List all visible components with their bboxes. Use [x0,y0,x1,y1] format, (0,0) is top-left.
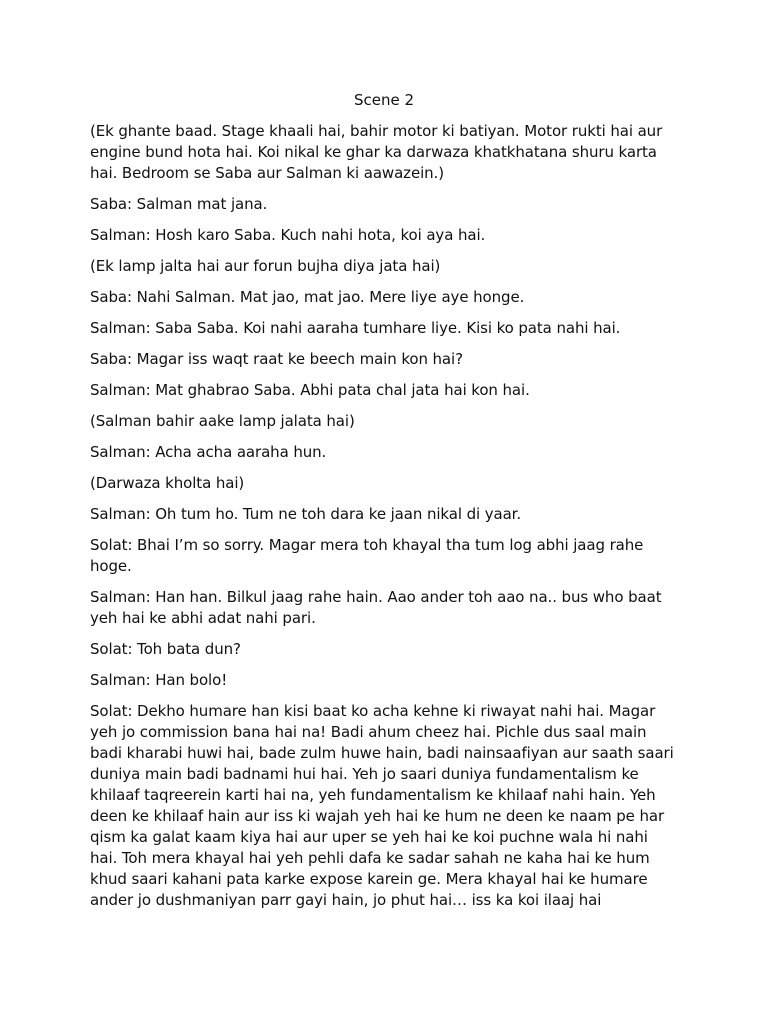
stage-direction: (Salman bahir aake lamp jalata hai) [90,412,355,430]
dialogue-line: Salman: Han bolo! [90,671,228,689]
dialogue-line: Solat: Bhai I’m so sorry. Magar mera toh khayal tha tum log abhi jaag rahe hoge. [90,536,644,575]
stage-direction: (Ek ghante baad. Stage khaali hai, bahir motor ki batiyan. Motor rukti hai aur engine bund hota hai. Koi nikal ke ghar ka darwaza khatkhatana shuru karta hai. Bedroom se Saba aur Salman ki aawazein.) [90,122,663,182]
dialogue-line: Salman: Acha acha aaraha hun. [90,443,327,461]
dialogue-line: Salman: Saba Saba. Koi nahi aaraha tumhare liye. Kisi ko pata nahi hai. [90,319,621,337]
dialogue-line: Saba: Nahi Salman. Mat jao, mat jao. Mere liye aye honge. [90,288,525,306]
dialogue-line: Solat: Toh bata dun? [90,640,241,658]
stage-direction: (Ek lamp jalta hai aur forun bujha diya jata hai) [90,257,441,275]
dialogue-line: Saba: Salman mat jana. [90,195,268,213]
scene-title: Scene 2 [353,91,415,109]
dialogue-line: Salman: Han han. Bilkul jaag rahe hain. Aao ander toh aao na.. bus who baat yeh hai ke abhi adat nahi pari. [90,588,662,627]
dialogue-line: Saba: Magar iss waqt raat ke beech main kon hai? [90,350,463,368]
dialogue-line: Salman: Hosh karo Saba. Kuch nahi hota, koi aya hai. [90,226,486,244]
stage-direction: (Darwaza kholta hai) [90,474,245,492]
dialogue-line: Salman: Oh tum ho. Tum ne toh dara ke jaan nikal di yaar. [90,505,522,523]
dialogue-line: Solat: Dekho humare han kisi baat ko acha kehne ki riwayat nahi hai. Magar yeh jo commission bana hai na! Badi ahum cheez hai. Pichle dus saal main badi kharabi huwi hai, bade zulm huwe hain, badi nainsaafiyan aur saath saari duniya main badi badnami hui hai. Yeh jo saari duniya fundamentalism ke khilaaf taqreerein karti hai na, yeh fundamentalism ke khilaaf nahi hain. Yeh deen ke khilaaf hain aur iss ki wajah yeh hai ke hum ne deen ke naam pe har qism ka galat kaam kiya hai aur uper se yeh hai ke koi puchne wala hi nahi hai. Toh mera khayal hai yeh pehli dafa ke sadar sahah ne kaha hai ke hum khud saari kahani pata karke expose karein ge. Mera khayal hai ke humare ander jo dushmaniyan parr gayi hain, jo phut hai… iss ka koi ilaaj hai [90,702,674,909]
dialogue-line: Salman: Mat ghabrao Saba. Abhi pata chal jata hai kon hai. [90,381,530,399]
